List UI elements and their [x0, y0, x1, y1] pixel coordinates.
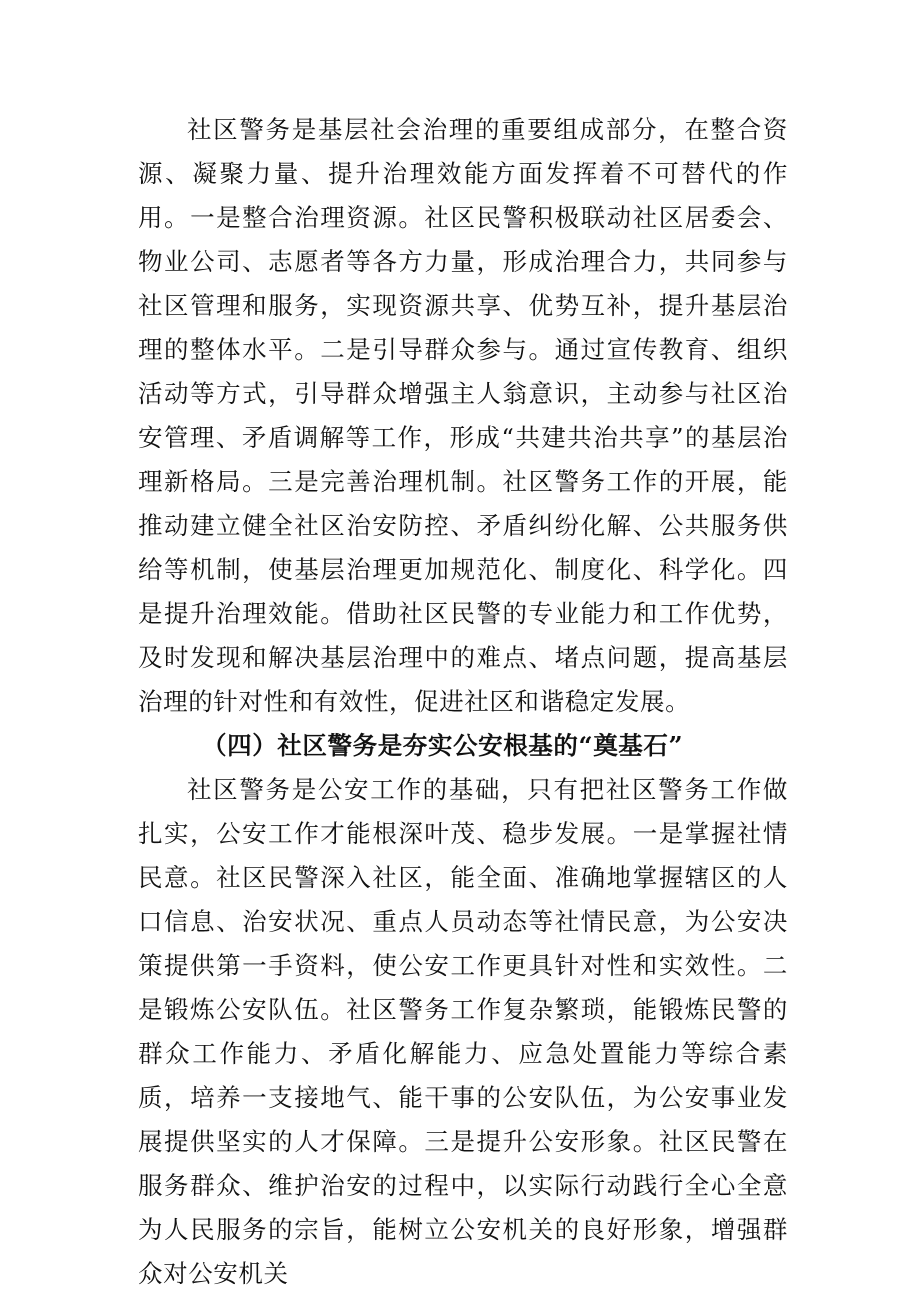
paragraph-community-governance: 社区警务是基层社会治理的重要组成部分，在整合资源、凝聚力量、提升治理效能方面发挥着不可替代的作用。一是整合治理资源。社区民警积极联动社区居委会、物业公司、志愿者等各方力量，形成治理合力，共同参与社区管理和服务，实现资源共享、优势互补，提升基层治理的整体水平。二是引导群众参与。通过宣传教育、组织活动等方式，引导群众增强主人翁意识，主动参与社区治安管理、矛盾调解等工作，形成“共建共治共享”的基层治理新格局。三是完善治理机制。社区警务工作的开展，能推动建立健全社区治安防控、矛盾纠纷化解、公共服务供给等机制，使基层治理更加规范化、制度化、科学化。四是提升治理效能。借助社区民警的专业能力和工作优势，及时发现和解决基层治理中的难点、堵点问题，提高基层治理的针对性和有效性，促进社区和谐稳定发展。 [138, 115, 788, 716]
section-heading-4: （四）社区警务是夯实公安根基的“奠基石” [202, 731, 684, 760]
paragraph-public-security-foundation: 社区警务是公安工作的基础，只有把社区警务工作做扎实，公安工作才能根深叶茂、稳步发展。一是掌握社情民意。社区民警深入社区，能全面、准确地掌握辖区的人口信息、治安状况、重点人员动态等社情民意，为公安决策提供第一手资料，使公安工作更具针对性和实效性。二是锻炼公安队伍。社区警务工作复杂繁琐，能锻炼民警的群众工作能力、矛盾化解能力、应急处置能力等综合素质，培养一支接地气、能干事的公安队伍，为公安事业发展提供坚实的人才保障。三是提升公安形象。社区民警在服务群众、维护治安的过程中，以实际行动践行全心全意为人民服务的宗旨，能树立公安机关的良好形象，增强群众对公安机关 [138, 775, 788, 1288]
document-page [138, 108, 788, 1296]
